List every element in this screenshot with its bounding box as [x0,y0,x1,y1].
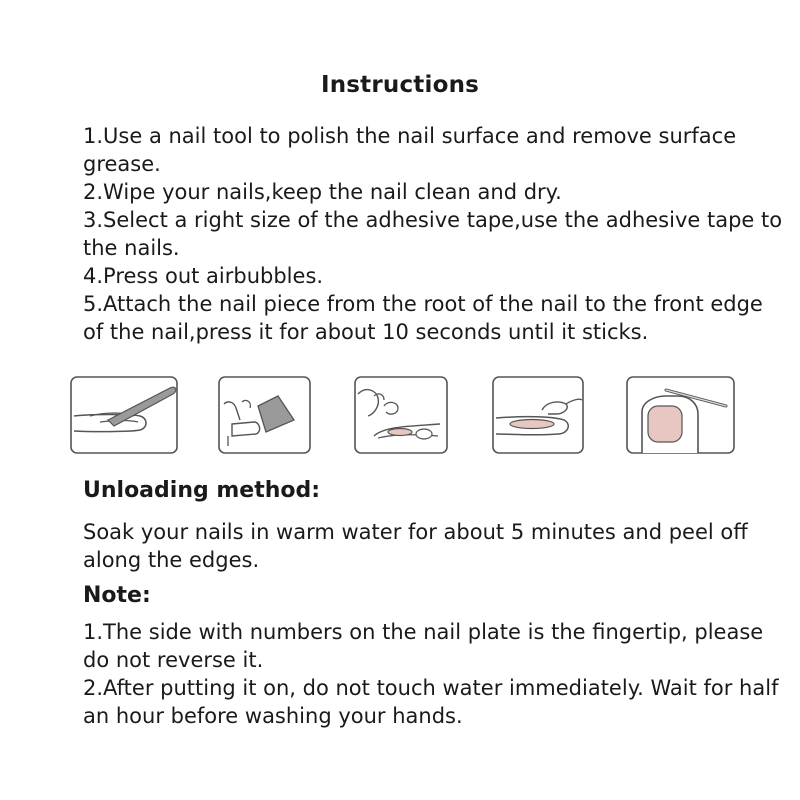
illustration-row [0,376,800,456]
note-heading: Note: [83,583,151,608]
instruction-step-3: 3.Select a right size of the adhesive tape,use the adhesive tape to the nails. [83,208,783,260]
unloading-text: Soak your nails in warm water for about 5 minutes and peel off along the edges. [83,520,748,572]
attach-nail-piece-icon [626,376,735,454]
apply-adhesive-tape-icon [354,376,448,454]
unloading-heading: Unloading method: [83,478,321,503]
instruction-steps [83,122,783,346]
instruction-step-2: 2.Wipe your nails,keep the nail clean and dry. [83,180,562,204]
press-airbubbles-icon [492,376,584,454]
note-item-2: 2.After putting it on, do not touch water immediately. Wait for half an hour before washing your hands. [83,676,779,728]
instruction-step-4: 4.Press out airbubbles. [83,264,324,288]
note-list [83,618,783,730]
nail-file-polish-icon [70,376,178,454]
note-item-1: 1.The side with numbers on the nail plate is the fingertip, please do not reverse it. [83,620,764,672]
instruction-step-5: 5.Attach the nail piece from the root of the nail to the front edge of the nail,press it for about 10 seconds until it sticks. [83,292,763,344]
wipe-nail-icon [218,376,311,454]
page-title: Instructions [320,72,480,98]
instruction-step-1: 1.Use a nail tool to polish the nail surface and remove surface grease. [83,124,737,176]
